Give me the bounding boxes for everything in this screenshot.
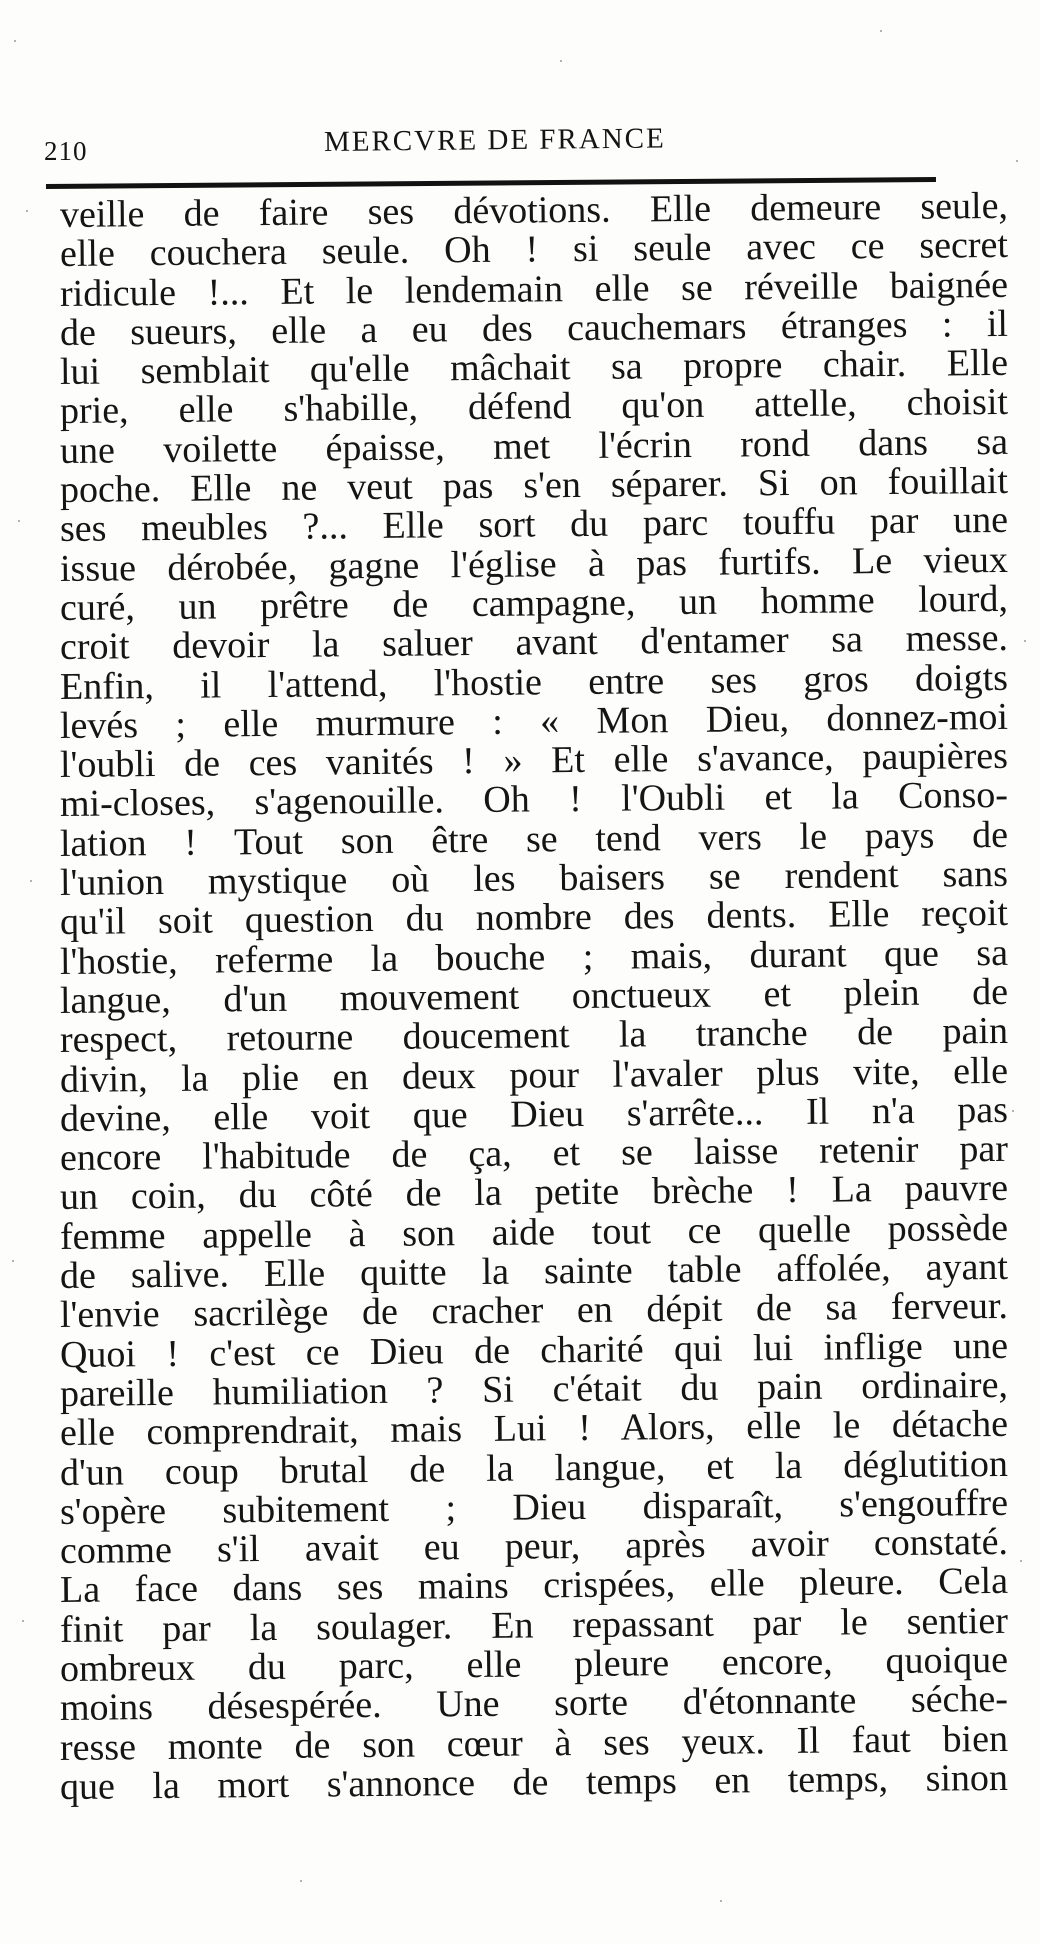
scan-speck bbox=[1016, 160, 1018, 162]
text-line: prie, elle s'habille, défend qu'on attelle, choisit bbox=[59, 381, 1009, 433]
text-line: croit devoir la saluer avant d'entamer sa messe. bbox=[59, 617, 1009, 669]
scan-speck bbox=[1020, 1560, 1022, 1562]
scan-speck bbox=[1024, 640, 1026, 642]
text-line: l'oubli de ces vanités ! » Et elle s'avance, paupières bbox=[59, 735, 1009, 787]
text-line: de salive. Elle quitte la sainte table affolée, ayant bbox=[59, 1245, 1009, 1298]
text-line: encore l'habitude de ça, et se laisse retenir par bbox=[59, 1128, 1009, 1180]
text-line: mi-closes, s'agenouille. Oh ! l'Oubli et la Conso- bbox=[59, 774, 1009, 826]
page-header bbox=[44, 120, 944, 170]
text-line: curé, un prêtre de campagne, un homme lourd, bbox=[59, 577, 1009, 629]
text-line: veille de faire ses dévotions. Elle demeure seule, bbox=[59, 184, 1009, 236]
text-line: issue dérobée, gagne l'église à pas furtifs. Le vieux bbox=[59, 538, 1009, 590]
scan-speck bbox=[30, 880, 32, 882]
text-line: levés ; elle murmure : « Mon Dieu, donnez-moi bbox=[59, 695, 1009, 747]
text-line: pareille humiliation ? Si c'était du pain ordinaire, bbox=[59, 1363, 1009, 1415]
scan-speck bbox=[1012, 1110, 1014, 1112]
text-line: finit par la soulager. En repassant par le sentier bbox=[59, 1599, 1009, 1651]
text-line: que la mort s'annonce de temps en temps, sinon bbox=[59, 1756, 1009, 1808]
body-text bbox=[59, 184, 1009, 1808]
text-line: lation ! Tout son être se tend vers le pays de bbox=[59, 813, 1009, 865]
text-line: resse monte de son cœur à ses yeux. Il faut bien bbox=[59, 1717, 1009, 1769]
text-line: moins désespérée. Une sorte d'étonnante séche- bbox=[59, 1678, 1009, 1730]
text-line: La face dans ses mains crispées, elle pleure. Cela bbox=[59, 1560, 1009, 1612]
text-line: langue, d'un mouvement onctueux et plein de bbox=[59, 970, 1009, 1022]
text-line: l'hostie, referme la bouche ; mais, durant que sa bbox=[59, 931, 1009, 983]
text-line: divin, la plie en deux pour l'avaler plus vite, elle bbox=[59, 1049, 1009, 1101]
text-line: elle couchera seule. Oh ! si seule avec ce secret bbox=[59, 224, 1009, 276]
text-line: de sueurs, elle a eu des cauchemars étranges : il bbox=[59, 302, 1009, 354]
text-line: Enfin, il l'attend, l'hostie entre ses gros doigts bbox=[59, 656, 1009, 708]
page-number: 210 bbox=[44, 136, 88, 166]
text-line: elle comprendrait, mais Lui ! Alors, elle le détache bbox=[59, 1403, 1009, 1455]
text-line: qu'il soit question du nombre des dents. Elle reçoit bbox=[59, 892, 1009, 944]
text-line: l'envie sacrilège de cracher en dépit de sa ferveur. bbox=[59, 1285, 1009, 1337]
scan-speck bbox=[12, 1260, 14, 1262]
text-line: poche. Elle ne veut pas s'en séparer. Si on fouillait bbox=[59, 459, 1009, 512]
text-line: respect, retourne doucement la tranche de pain bbox=[59, 1010, 1009, 1062]
text-line: d'un coup brutal de la langue, et la déglutition bbox=[59, 1442, 1009, 1494]
text-line: l'union mystique où les baisers se rendent sans bbox=[59, 852, 1009, 905]
running-head: MERCVRE DE FRANCE bbox=[323, 122, 666, 158]
text-line: s'opère subitement ; Dieu disparaît, s'engouffre bbox=[59, 1481, 1009, 1533]
scan-speck bbox=[22, 1620, 24, 1622]
text-line: femme appelle à son aide tout ce quelle possède bbox=[59, 1206, 1009, 1258]
text-line: une voilette épaisse, met l'écrin rond dans sa bbox=[59, 420, 1009, 472]
scan-speck bbox=[560, 60, 562, 62]
scan-speck bbox=[18, 520, 20, 522]
scan-speck bbox=[880, 30, 882, 32]
text-line: ridicule !... Et le lendemain elle se réveille baignée bbox=[59, 263, 1009, 315]
text-line: ombreux du parc, elle pleure encore, quoique bbox=[59, 1638, 1009, 1690]
text-line: un coin, du côté de la petite brèche ! La pauvre bbox=[59, 1167, 1009, 1219]
scan-speck bbox=[26, 210, 28, 212]
text-line: ses meubles ?... Elle sort du parc touffu par une bbox=[59, 499, 1009, 551]
text-line: comme s'il avait eu peur, après avoir constaté. bbox=[59, 1520, 1009, 1573]
text-line: lui semblait qu'elle mâchait sa propre chair. Elle bbox=[59, 342, 1009, 394]
text-line: devine, elle voit que Dieu s'arrête... Il n'a pas bbox=[59, 1088, 1009, 1140]
scan-speck bbox=[720, 1900, 722, 1902]
text-line: Quoi ! c'est ce Dieu de charité qui lui inflige une bbox=[59, 1324, 1009, 1376]
scan-speck bbox=[14, 40, 16, 42]
scan-speck bbox=[300, 1880, 302, 1882]
